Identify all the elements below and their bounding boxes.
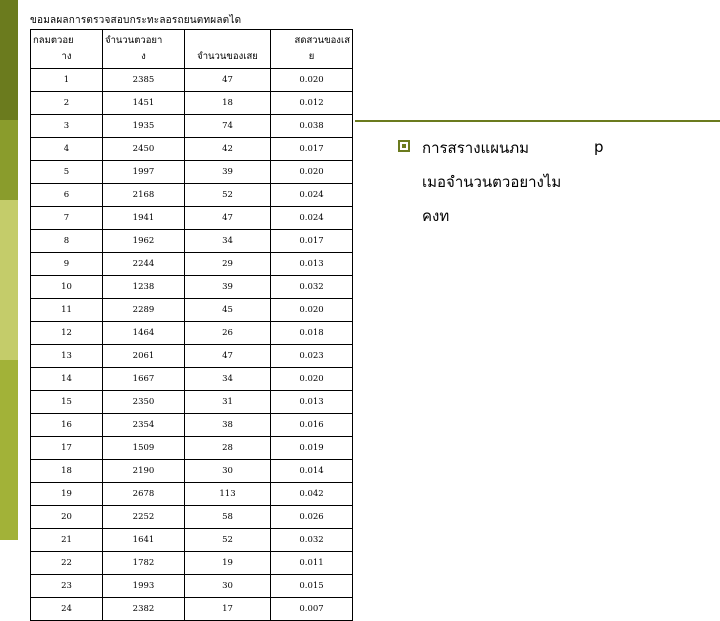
- table-row: [31, 575, 353, 598]
- cell-group: 5: [31, 161, 103, 184]
- cell-ratio: 0.014: [271, 460, 353, 483]
- cell-defects: 52: [185, 529, 271, 552]
- cell-defects: 26: [185, 322, 271, 345]
- header-sample-count-line1: จำนวนตวอยา: [105, 35, 163, 46]
- cell-group: 18: [31, 460, 103, 483]
- cell-ratio: 0.020: [271, 69, 353, 92]
- table-row: [31, 506, 353, 529]
- cell-ratio: 0.024: [271, 207, 353, 230]
- bullet-line-2: เมอจำนวนตวอยางไม: [422, 173, 562, 191]
- cell-samples: 2061: [103, 345, 185, 368]
- cell-samples: 1451: [103, 92, 185, 115]
- cell-group: 6: [31, 184, 103, 207]
- cell-group: 20: [31, 506, 103, 529]
- table-row: [31, 322, 353, 345]
- table-row: [31, 115, 353, 138]
- cell-defects: 18: [185, 92, 271, 115]
- table-row: [31, 276, 353, 299]
- bullet-line-1: การสรางแผนภม: [422, 139, 530, 157]
- table-row: [31, 253, 353, 276]
- cell-ratio: 0.018: [271, 322, 353, 345]
- cell-defects: 19: [185, 552, 271, 575]
- table-row: [31, 391, 353, 414]
- slide-divider: [355, 120, 720, 122]
- cell-ratio: 0.011: [271, 552, 353, 575]
- cell-samples: 1993: [103, 575, 185, 598]
- cell-group: 7: [31, 207, 103, 230]
- header-sample-group-line1: กลมตวอย: [33, 35, 74, 46]
- table-title: ขอมลผลการตรวจสอบกระทะลอรถยนตทผลตได: [30, 15, 242, 26]
- table-header-row: [31, 30, 353, 69]
- cell-samples: 2252: [103, 506, 185, 529]
- table-row: [31, 230, 353, 253]
- left-bar-segment: [0, 0, 18, 120]
- table-row: [31, 138, 353, 161]
- cell-samples: 2354: [103, 414, 185, 437]
- cell-samples: 1997: [103, 161, 185, 184]
- left-accent-bar: [0, 0, 18, 540]
- cell-defects: 38: [185, 414, 271, 437]
- header-sample-group: [31, 30, 103, 69]
- cell-samples: 2385: [103, 69, 185, 92]
- cell-group: 16: [31, 414, 103, 437]
- cell-group: 19: [31, 483, 103, 506]
- cell-defects: 113: [185, 483, 271, 506]
- header-defect-count-label: จำนวนของเสย: [197, 51, 258, 62]
- cell-samples: 1935: [103, 115, 185, 138]
- cell-group: 22: [31, 552, 103, 575]
- table-row: [31, 207, 353, 230]
- cell-group: 2: [31, 92, 103, 115]
- cell-ratio: 0.020: [271, 368, 353, 391]
- cell-group: 3: [31, 115, 103, 138]
- cell-ratio: 0.024: [271, 184, 353, 207]
- cell-defects: 29: [185, 253, 271, 276]
- header-sample-count: [103, 30, 185, 69]
- cell-ratio: 0.020: [271, 161, 353, 184]
- header-defect-count: [185, 30, 271, 69]
- header-defect-ratio: [271, 30, 353, 69]
- cell-ratio: 0.032: [271, 276, 353, 299]
- header-sample-count-line2: ง: [141, 51, 146, 62]
- cell-defects: 17: [185, 598, 271, 621]
- cell-samples: 1782: [103, 552, 185, 575]
- cell-defects: 47: [185, 345, 271, 368]
- cell-samples: 2678: [103, 483, 185, 506]
- cell-defects: 45: [185, 299, 271, 322]
- cell-samples: 1962: [103, 230, 185, 253]
- left-bar-segment: [0, 120, 18, 200]
- table-row: [31, 92, 353, 115]
- cell-defects: 34: [185, 368, 271, 391]
- cell-ratio: 0.026: [271, 506, 353, 529]
- table-row: [31, 69, 353, 92]
- cell-defects: 52: [185, 184, 271, 207]
- cell-samples: 1509: [103, 437, 185, 460]
- cell-samples: 2350: [103, 391, 185, 414]
- table-row: [31, 437, 353, 460]
- cell-defects: 39: [185, 276, 271, 299]
- header-sample-group-line2: าง: [61, 51, 72, 62]
- cell-ratio: 0.007: [271, 598, 353, 621]
- cell-samples: 1464: [103, 322, 185, 345]
- header-defect-ratio-line1: สดสวนของเส: [294, 35, 350, 46]
- table-row: [31, 529, 353, 552]
- cell-defects: 31: [185, 391, 271, 414]
- defect-table-container: [30, 29, 353, 621]
- cell-group: 12: [31, 322, 103, 345]
- cell-defects: 47: [185, 207, 271, 230]
- cell-ratio: 0.013: [271, 391, 353, 414]
- cell-ratio: 0.017: [271, 230, 353, 253]
- table-row: [31, 161, 353, 184]
- cell-group: 9: [31, 253, 103, 276]
- table-row: [31, 184, 353, 207]
- cell-group: 17: [31, 437, 103, 460]
- cell-samples: 2190: [103, 460, 185, 483]
- left-bar-segment: [0, 360, 18, 540]
- cell-group: 8: [31, 230, 103, 253]
- defect-table: [30, 29, 353, 621]
- cell-ratio: 0.012: [271, 92, 353, 115]
- cell-samples: 2168: [103, 184, 185, 207]
- cell-ratio: 0.020: [271, 299, 353, 322]
- table-row: [31, 299, 353, 322]
- cell-ratio: 0.016: [271, 414, 353, 437]
- cell-group: 14: [31, 368, 103, 391]
- cell-samples: 2450: [103, 138, 185, 161]
- cell-defects: 30: [185, 460, 271, 483]
- cell-ratio: 0.032: [271, 529, 353, 552]
- cell-samples: 2382: [103, 598, 185, 621]
- cell-group: 21: [31, 529, 103, 552]
- table-row: [31, 460, 353, 483]
- table-row: [31, 368, 353, 391]
- header-defect-ratio-line2: ย: [308, 51, 315, 62]
- cell-group: 15: [31, 391, 103, 414]
- cell-samples: 1641: [103, 529, 185, 552]
- cell-samples: 2289: [103, 299, 185, 322]
- cell-group: 10: [31, 276, 103, 299]
- cell-defects: 74: [185, 115, 271, 138]
- table-row: [31, 414, 353, 437]
- square-bullet-icon: [398, 140, 410, 152]
- table-row: [31, 483, 353, 506]
- table-row: [31, 345, 353, 368]
- cell-group: 11: [31, 299, 103, 322]
- cell-group: 1: [31, 69, 103, 92]
- bullet-line-3: คงท: [422, 207, 450, 225]
- bullet-symbol-p: p: [594, 138, 604, 156]
- cell-samples: 1941: [103, 207, 185, 230]
- left-bar-segment: [0, 200, 18, 360]
- cell-group: 23: [31, 575, 103, 598]
- cell-defects: 42: [185, 138, 271, 161]
- cell-defects: 47: [185, 69, 271, 92]
- cell-defects: 34: [185, 230, 271, 253]
- cell-group: 4: [31, 138, 103, 161]
- cell-ratio: 0.017: [271, 138, 353, 161]
- cell-group: 24: [31, 598, 103, 621]
- cell-ratio: 0.019: [271, 437, 353, 460]
- cell-defects: 39: [185, 161, 271, 184]
- cell-ratio: 0.038: [271, 115, 353, 138]
- cell-ratio: 0.042: [271, 483, 353, 506]
- table-row: [31, 552, 353, 575]
- cell-samples: 1667: [103, 368, 185, 391]
- table-row: [31, 598, 353, 621]
- cell-defects: 58: [185, 506, 271, 529]
- table-body: [31, 69, 353, 621]
- cell-ratio: 0.023: [271, 345, 353, 368]
- cell-ratio: 0.015: [271, 575, 353, 598]
- cell-defects: 30: [185, 575, 271, 598]
- cell-ratio: 0.013: [271, 253, 353, 276]
- cell-group: 13: [31, 345, 103, 368]
- cell-samples: 1238: [103, 276, 185, 299]
- cell-samples: 2244: [103, 253, 185, 276]
- cell-defects: 28: [185, 437, 271, 460]
